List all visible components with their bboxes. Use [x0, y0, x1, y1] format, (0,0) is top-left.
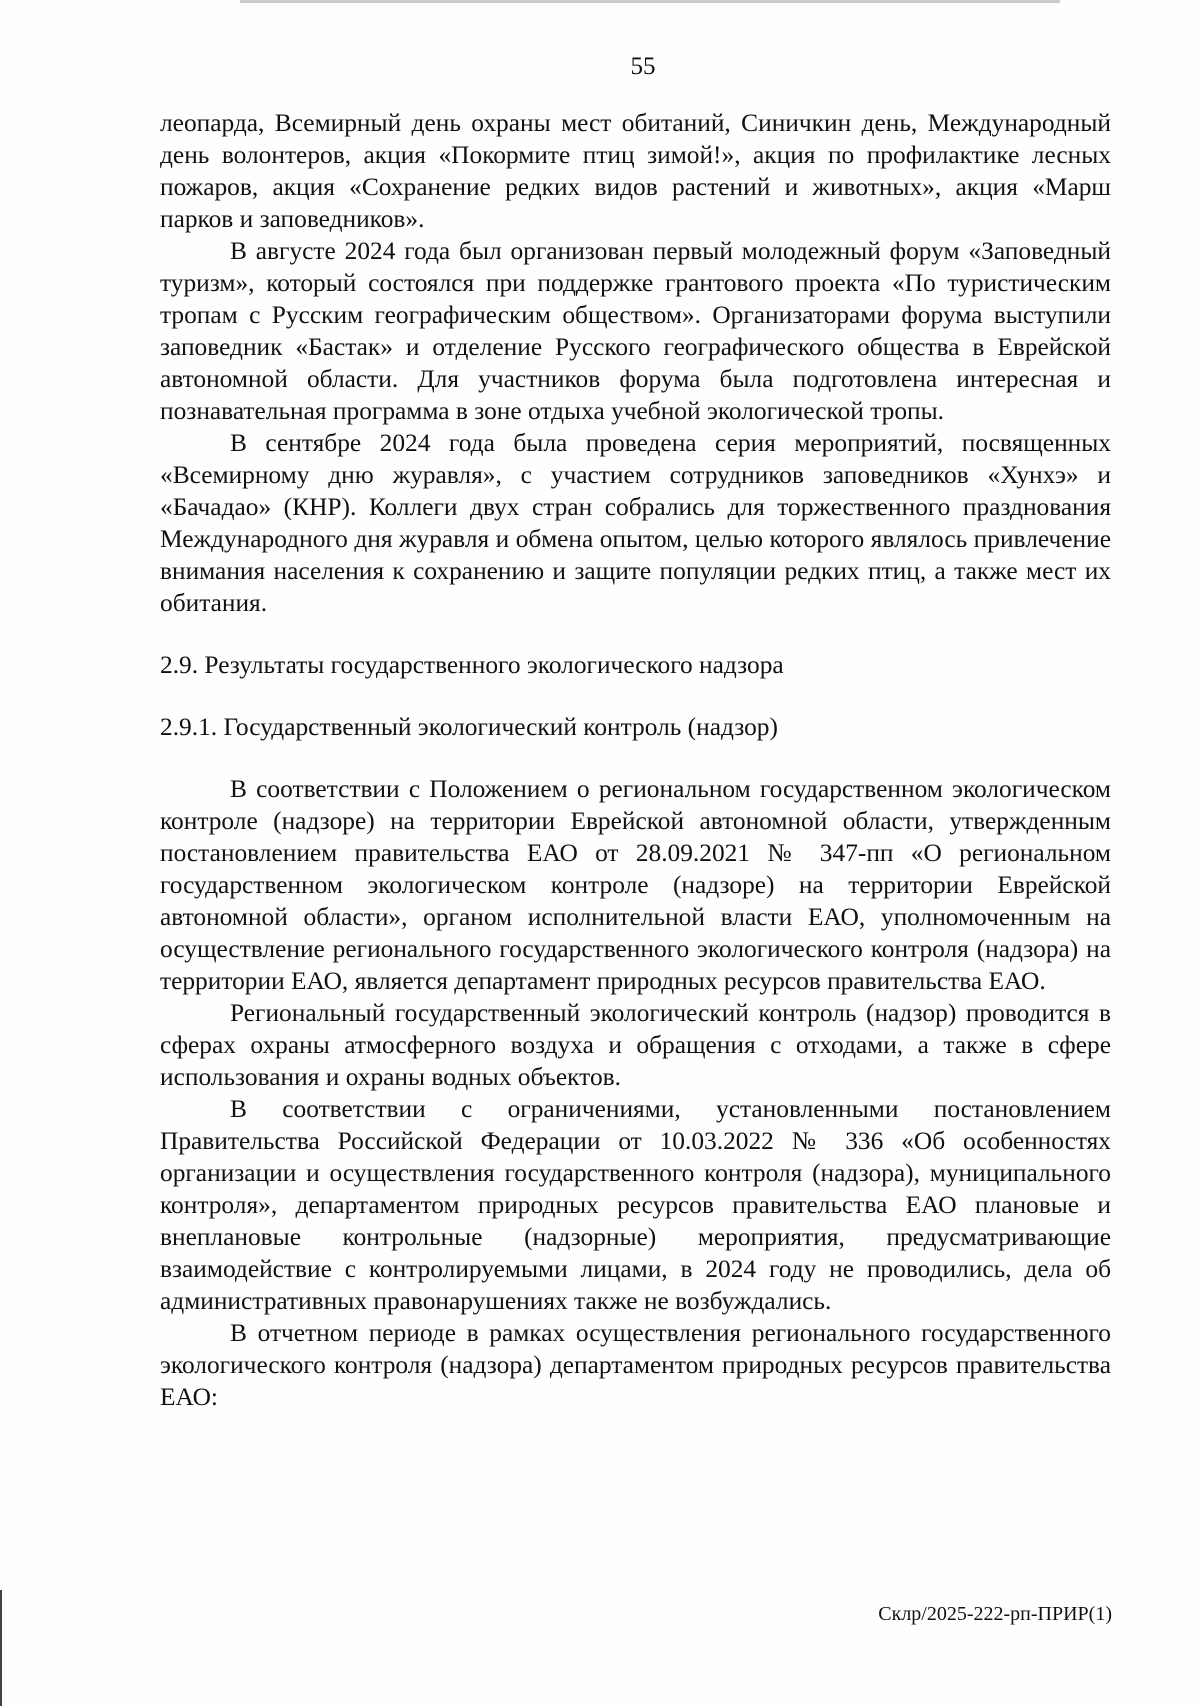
document-code: Склр/2025-222-рп-ПРИР(1) — [878, 1603, 1112, 1625]
paragraph-continuation: леопарда, Всемирный день охраны мест обитаний, Синичкин день, Международный день волонтеров, акция «Покормите птиц зимой!», акция по профилактике лесных пожаров, акция «Сохранение редких видов растений и животных», акция «Марш парков и заповедников». — [160, 109, 1111, 233]
paragraph-spheres: Региональный государственный экологический контроль (надзор) проводится в сферах охраны атмосферного воздуха и обращения с отходами, а также в сфере использования и охраны водных объектов. — [160, 999, 1111, 1091]
scan-left-edge — [0, 1590, 2, 1706]
paragraph-crane-day: В сентябре 2024 года была проведена серия мероприятий, посвященных «Всемирному дню журавля», с участием сотрудников заповедников «Хунхэ» и «Бачадао» (КНР). Коллеги двух стран собрались для торжественного празднования Международного дня журавля и обмена опытом, целью которого являлось привлечение внимания населения к сохранению и защите популяции редких птиц, а также мест их обитания. — [160, 429, 1111, 617]
scan-top-edge — [240, 0, 1060, 3]
paragraph-reporting-period: В отчетном периоде в рамках осуществления регионального государственного экологического контроля (надзора) департаментом природных ресурсов правительства ЕАО: — [160, 1319, 1111, 1411]
paragraph-regulation: В соответствии с Положением о региональном государственном экологическом контроле (надзоре) на территории Еврейской автономной области, утвержденным постановлением правительства ЕАО от 28.09.2021 № 347-пп «О региональном государственном экологическом контроле (надзоре) на территории Еврейской автономной области», органом исполнительной власти ЕАО, уполномоченным на осуществление регионального государственного экологического контроля (надзора) на территории ЕАО, является департамент природных ресурсов правительства ЕАО. — [160, 775, 1111, 995]
document-body — [160, 107, 1111, 1413]
section-heading: 2.9. Результаты государственного экологического надзора — [160, 651, 784, 679]
subsection-heading: 2.9.1. Государственный экологический контроль (надзор) — [160, 713, 778, 741]
paragraph-forum: В августе 2024 года был организован первый молодежный форум «Заповедный туризм», который состоялся при поддержке грантового проекта «По туристическим тропам с Русским географическим обществом». Организаторами форума выступили заповедник «Бастак» и отделение Русского географического общества в Еврейской автономной области. Для участников форума была подготовлена интересная и познавательная программа в зоне отдыха учебной экологической тропы. — [160, 237, 1111, 425]
paragraph-restrictions: В соответствии с ограничениями, установленными постановлением Правительства Российской Федерации от 10.03.2022 № 336 «Об особенностях организации и осуществления государственного контроля (надзора), муниципального контроля», департаментом природных ресурсов правительства ЕАО плановые и внеплановые контрольные (надзорные) мероприятия, предусматривающие взаимодействие с контролируемыми лицами, в 2024 году не проводились, дела об административных правонарушениях также не возбуждались. — [160, 1095, 1111, 1315]
page-number: 55 — [630, 53, 656, 80]
